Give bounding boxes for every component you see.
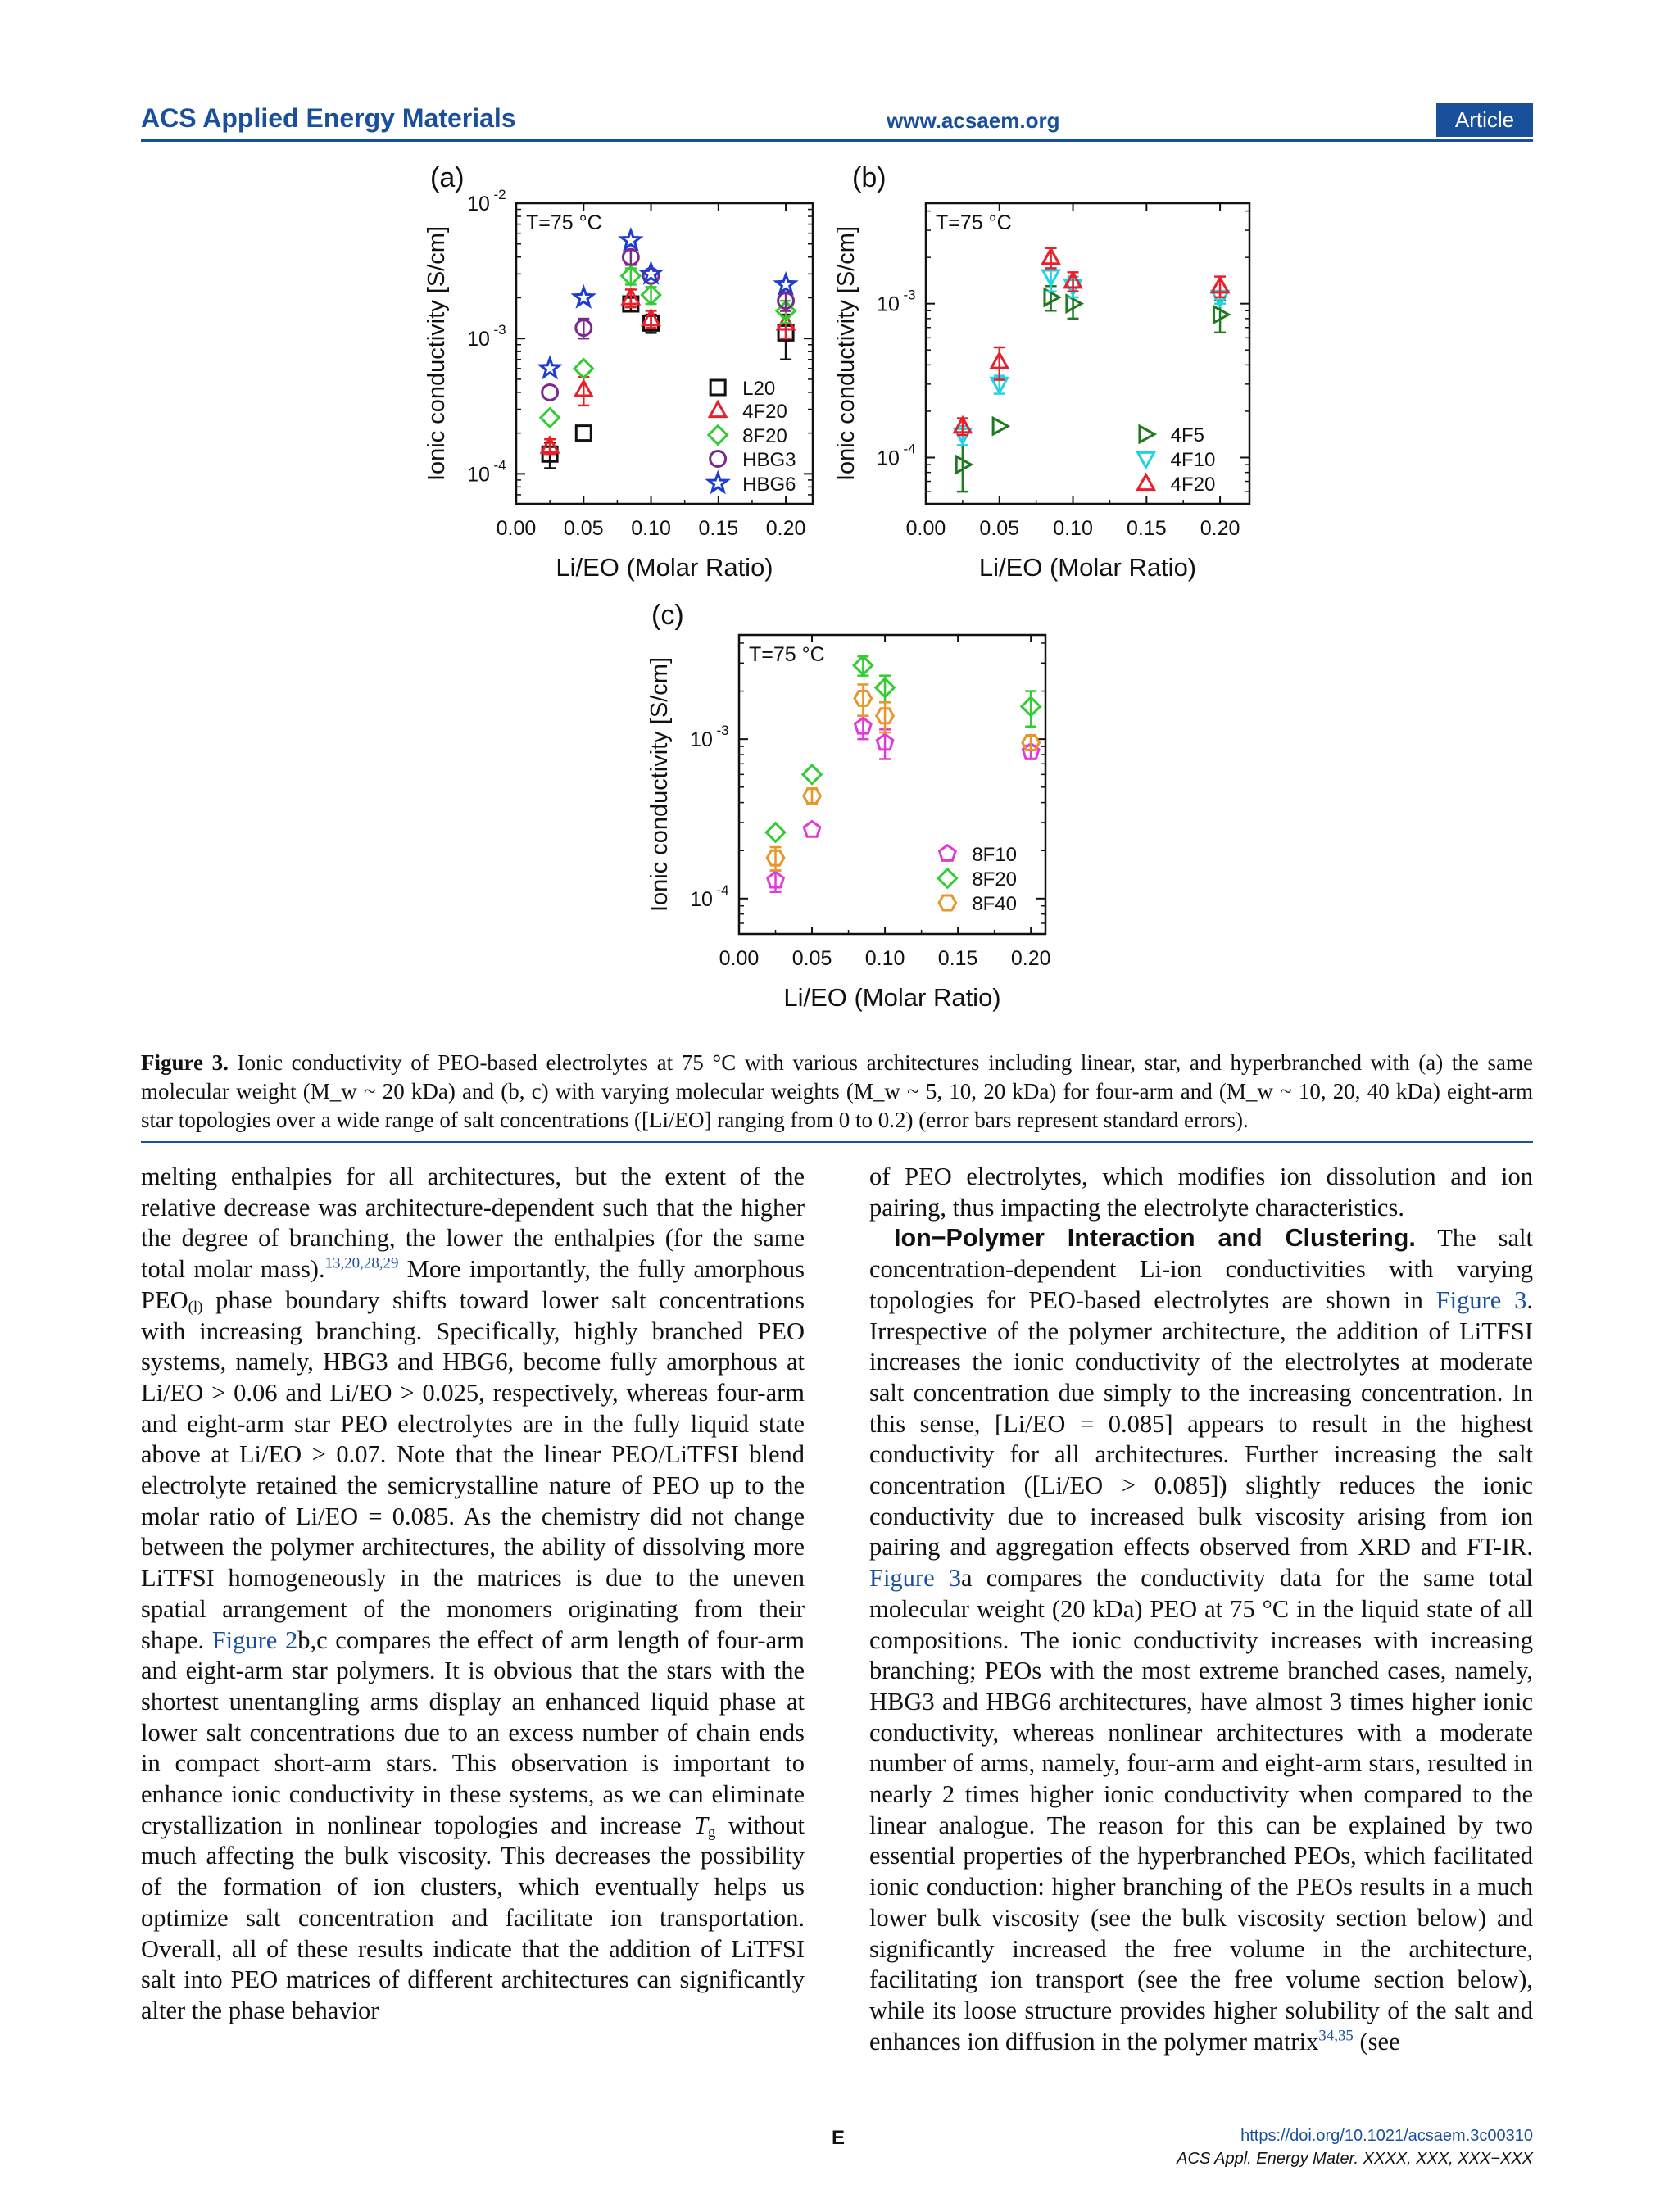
legend-label: 8F20	[972, 868, 1018, 891]
y-tick-exponent: -4	[493, 457, 506, 474]
data-point	[803, 765, 822, 784]
data-point	[939, 895, 956, 910]
caption-label: Figure 3.	[141, 1050, 229, 1075]
x-tick-label: 0.20	[1200, 517, 1240, 540]
figure-link[interactable]: Figure 2	[211, 1625, 298, 1654]
data-point	[621, 230, 640, 248]
y-tick-exponent: -4	[716, 882, 729, 898]
data-point	[993, 418, 1008, 434]
legend-label: 4F5	[1170, 424, 1204, 446]
caption-text: Ionic conductivity of PEO-based electrolytes at 75 °C with various architectures including linear, star, and hyperbranched with (a) the same molecular weight (M_w ~ 20 kDa) and (b, c) with varying molecular weights (M_w ~ 5, 10, 20 kDa) for four-arm and (M_w ~ 10, 20, 40 kDa) eight-arm star topologies over a wide range of salt concentrations ([Li/EO] ranging from 0 to 0.2) (error bars represent standard errors).	[141, 1050, 1533, 1132]
paragraph-text: of PEO electrolytes, which modifies ion dissolution and ion pairing, thus impacting the electrolyte characteristics.	[869, 1163, 1533, 1222]
chart-panel-b	[833, 162, 1249, 582]
y-tick-label: 10	[877, 292, 900, 316]
legend-label: 8F20	[742, 425, 787, 447]
panel-label: (b)	[852, 162, 887, 193]
legend-label: HBG3	[742, 449, 796, 471]
x-tick-label: 0.00	[905, 517, 946, 540]
x-tick-label: 0.05	[979, 517, 1020, 540]
data-point	[777, 274, 796, 292]
data-point	[710, 402, 726, 417]
legend-label: L20	[742, 378, 776, 400]
symbol-t: T	[694, 1811, 708, 1839]
data-point	[576, 426, 591, 441]
legend-label: 8F10	[972, 844, 1018, 866]
y-tick-label: 10	[690, 887, 713, 911]
y-tick-exponent: -3	[493, 322, 506, 338]
reference-link[interactable]: 34,35	[1318, 2027, 1354, 2045]
data-point	[574, 360, 593, 378]
citation: ACS Appl. Energy Mater. XXXX, XXX, XXX−XXX	[1177, 2150, 1533, 2168]
reference-link[interactable]: 13,20,28,29	[324, 1254, 399, 1272]
section-heading: Ion−Polymer Interaction and Clustering.	[894, 1224, 1416, 1253]
x-tick-label: 0.20	[1010, 947, 1051, 970]
paragraph-text: The salt concentration-dependent Li-ion conductivities with varying topologies for PEO-based electrolytes are shown in	[869, 1224, 1533, 1314]
data-point	[541, 409, 560, 428]
panel-label: (c)	[651, 600, 684, 631]
legend-label: 4F20	[742, 401, 787, 423]
y-tick-label: 10	[467, 463, 490, 487]
data-point	[542, 384, 558, 400]
paragraph-text: a compares the conductivity data for the same total molecular weight (20 kDa) PEO at 75 °C in the liquid state of all compositions. The ionic conductivity increases with increasing branching; PEOs with the most extreme branched cases, namely, HBG3 and HBG6 architectures, have almost 3 times higher ionic conductivity, whereas nonlinear architectures with a moderate number of arms, namely, four-arm and eight-arm stars, resulted in nearly 2 times higher ionic conductivity when compared to the linear analogue. The reason for this can be explained by two essential properties of the hyperbranched PEOs, which facilitated ionic conduction: higher branching of the PEOs results in a much lower bulk viscosity (see the bulk viscosity section below) and significantly increased the free volume in the architecture, facilitating ion transport (see the free volume section below), while its loose structure provides higher solubility of the salt and enhances ion diffusion in the polymer matrix	[869, 1564, 1533, 2056]
data-point	[541, 359, 560, 377]
x-tick-label: 0.20	[765, 517, 806, 540]
data-point	[710, 451, 726, 467]
data-point	[1140, 426, 1154, 442]
x-tick-label: 0.00	[719, 947, 760, 970]
x-tick-label: 0.10	[864, 947, 905, 970]
y-tick-exponent: -3	[716, 723, 729, 739]
y-axis-label: Ionic conductivity [S/cm]	[833, 225, 859, 482]
page-number: E	[832, 2127, 846, 2149]
paragraph-text: melting enthalpies for all architectures, but the extent of the relative decrease was architecture-dependent such that the higher the degree of branching, the lower the enthalpies (for the same total molar mass).	[141, 1163, 805, 1284]
y-tick-label: 10	[467, 328, 490, 351]
x-tick-label: 0.10	[1053, 517, 1093, 540]
paragraph-text: . Irrespective of the polymer architecture, the addition of LiTFSI increases the ionic conductivity of the electrolytes at moderate salt concentration due simply to the increasing concentration. In this sense, [Li/EO = 0.085] appears to result in the highest conductivity for all architectures. Further increasing the salt concentration ([Li/EO > 0.085]) slightly reduces the ionic conductivity due to increased bulk viscosity arising from ion pairing and aggregation effects observed from XRD and FT-IR.	[869, 1285, 1533, 1562]
data-point	[1213, 306, 1228, 323]
figure-caption	[141, 1049, 1533, 1135]
panel-label: (a)	[430, 162, 465, 193]
data-point	[574, 288, 593, 306]
subscript: (l)	[188, 1298, 203, 1316]
chart-title: T=75 °C	[526, 211, 602, 234]
legend-label: 8F40	[972, 893, 1018, 915]
y-tick-label: 10	[877, 446, 900, 470]
chart-title: T=75 °C	[749, 643, 825, 666]
paragraph-text: without much affecting the bulk viscosity. This decreases the possibility of the formation of ion clusters, which eventually helps us optimize salt concentration and facilitate ion transportation. Overall, all of these results indicate that the addition of LiTFSI salt into PEO matrices of different architectures can significantly alter the phase behavior	[141, 1811, 805, 2024]
y-axis-label: Ionic conductivity [S/cm]	[424, 225, 450, 482]
figure-link[interactable]: Figure 3	[869, 1564, 962, 1593]
chart-panel-a	[424, 162, 813, 582]
x-tick-label: 0.15	[937, 947, 978, 970]
legend-label: 4F10	[1170, 449, 1216, 471]
x-axis-label: Li/EO (Molar Ratio)	[783, 983, 1001, 1012]
data-point	[940, 845, 956, 861]
paragraph-text: b,c compares the effect of arm length of four-arm and eight-arm star polymers. It is obvious that the stars with the shortest unentangling arms display an enhanced liquid phase at lower salt concentrations due to an excess number of chain ends in compact short-arm stars. This observation is important to enhance ionic conductivity in these systems, as we can eliminate crystallization in nonlinear topologies and increase	[141, 1625, 805, 1839]
data-point	[710, 380, 725, 395]
figure-link[interactable]: Figure 3	[1435, 1285, 1527, 1314]
x-tick-label: 0.00	[496, 517, 537, 540]
article-type-badge: Article	[1436, 103, 1533, 137]
legend-label: 4F20	[1170, 474, 1216, 496]
paragraph-text: More importantly, the fully amorphous PEO	[141, 1255, 805, 1314]
x-tick-label: 0.15	[1126, 517, 1167, 540]
journal-website[interactable]: www.acsaem.org	[887, 108, 1060, 133]
journal-name[interactable]: ACS Applied Energy Materials	[141, 103, 516, 133]
x-axis-label: Li/EO (Molar Ratio)	[556, 553, 773, 582]
paragraph-text: (see	[1353, 2027, 1400, 2056]
y-tick-exponent: -4	[903, 441, 916, 457]
y-tick-label: 10	[690, 728, 713, 752]
data-point	[804, 822, 820, 837]
body-right-column	[869, 1162, 1533, 2057]
chart-title: T=75 °C	[936, 211, 1012, 234]
subscript: g	[707, 1823, 716, 1841]
data-point	[709, 474, 728, 492]
chart-panel-c	[646, 600, 1051, 1012]
x-tick-label: 0.10	[631, 517, 671, 540]
legend-label: HBG6	[742, 474, 796, 496]
data-point	[956, 456, 971, 473]
data-point	[1138, 452, 1154, 467]
doi-link[interactable]: https://doi.org/10.1021/acsaem.3c00310	[1240, 2127, 1533, 2145]
y-tick-label: 10	[467, 193, 490, 215]
body-left-column	[141, 1162, 805, 2027]
figure-3	[0, 0, 1678, 1040]
data-point	[709, 426, 728, 445]
y-axis-label: Ionic conductivity [S/cm]	[646, 656, 673, 913]
data-point	[766, 823, 785, 842]
data-point	[1138, 475, 1154, 490]
caption-divider	[141, 1141, 1533, 1143]
x-tick-label: 0.05	[563, 517, 604, 540]
y-tick-exponent: -2	[493, 187, 506, 202]
paragraph-text: phase boundary shifts toward lower salt concentrations with increasing branching. Specifically, highly branched PEO systems, namely, HBG3 and HBG6, become fully amorphous at Li/EO > 0.06 and Li/EO > 0.025, respectively, whereas four-arm and eight-arm star PEO electrolytes are in the fully liquid state above at Li/EO > 0.07. Note that the linear PEO/LiTFSI blend electrolyte retained the semicrystalline nature of PEO up to the molar ratio of Li/EO = 0.085. As the chemistry did not change between the polymer architectures, the ability of dissolving more LiTFSI homogeneously in the matrices is due to the uneven spatial arrangement of the monomers originating from their shape.	[141, 1285, 805, 1654]
y-tick-exponent: -3	[903, 287, 916, 303]
data-point	[938, 869, 957, 888]
x-tick-label: 0.05	[791, 947, 832, 970]
x-tick-label: 0.15	[698, 517, 739, 540]
x-axis-label: Li/EO (Molar Ratio)	[978, 553, 1197, 582]
